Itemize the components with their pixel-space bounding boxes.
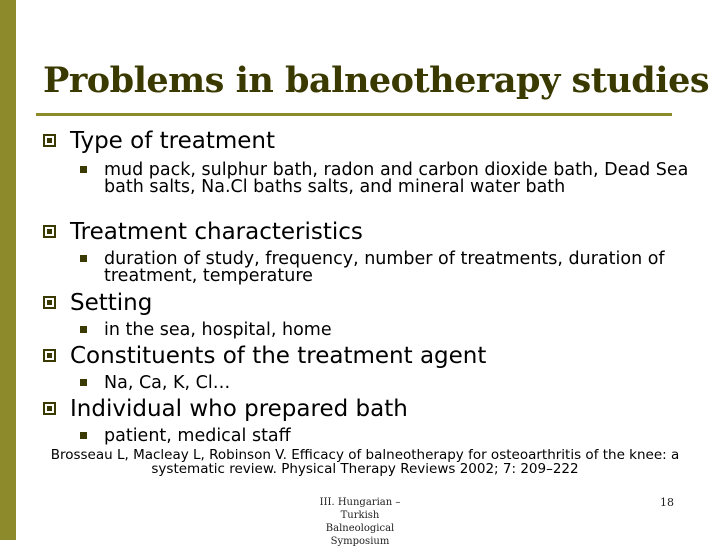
slide-title: Problems in balneotherapy studies (43, 60, 710, 101)
small-square-bullet-icon (80, 255, 87, 262)
bullet-label: Individual who prepared bath (70, 396, 408, 422)
sub-bullet-text: Na, Ca, K, Cl… (104, 373, 231, 393)
bullet-label: Treatment characteristics (70, 219, 363, 245)
square-bullet-icon (43, 134, 56, 147)
bullet-label: Setting (70, 290, 153, 316)
footer-line-2: Balneological Symposium (325, 523, 395, 547)
square-bullet-icon (43, 296, 56, 309)
bullet-label: Type of treatment (70, 128, 276, 154)
small-square-bullet-icon (80, 432, 87, 439)
sub-bullet-text: duration of study, frequency, number of treatments, duration of treatment, temperature (104, 249, 665, 286)
small-square-bullet-icon (80, 379, 87, 386)
footer-line-1: III. Hungarian – Turkish (319, 497, 401, 521)
square-bullet-icon (43, 402, 56, 415)
small-square-bullet-icon (80, 326, 87, 333)
square-bullet-icon (43, 349, 56, 362)
footer-text (300, 496, 420, 548)
page-number: 18 (660, 496, 674, 509)
citation: Brosseau L, Macleay L, Robinson V. Efficacy of balneotherapy for osteoarthritis of the knee: a systematic review. Physical Therapy Reviews 2002; 7: 209–222 (50, 447, 680, 477)
sub-bullet-text: patient, medical staff (104, 426, 291, 446)
title-underline (36, 113, 672, 116)
sub-bullet-text: mud pack, sulphur bath, radon and carbon dioxide bath, Dead Sea bath salts, Na.Cl baths salts, and mineral water bath (104, 160, 689, 197)
square-bullet-icon (43, 225, 56, 238)
sub-bullet-text: in the sea, hospital, home (104, 320, 332, 340)
bullet-label: Constituents of the treatment agent (70, 343, 487, 369)
small-square-bullet-icon (80, 166, 87, 173)
left-accent-bar (0, 0, 16, 540)
